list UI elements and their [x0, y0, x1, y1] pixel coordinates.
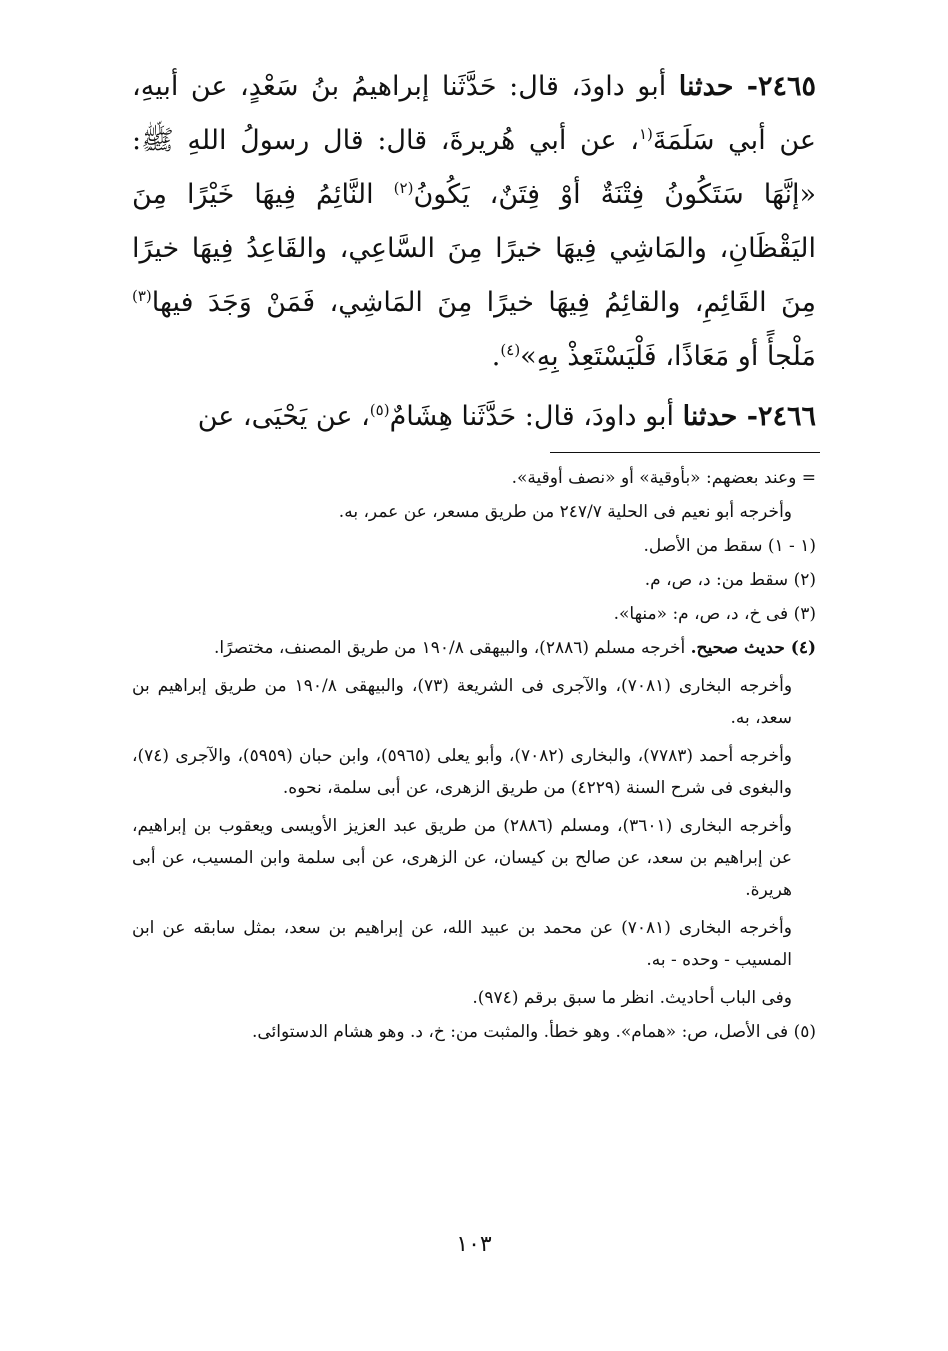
footnote-2: (٢) سقط من: د، ص، م. — [644, 570, 816, 590]
footnote-paragraph: وأخرجه أحمد (٧٧٨٣)، والبخارى (٧٠٨٢)، وأبو يعلى (٥٩٦٥)، وابن حبان (٥٩٥٩)، والآجرى (٧٤)، والبغوى فى شرح السنة (٤٢٢٩) من طريق الزهرى، عن أبى سلمة، نحوه. — [132, 746, 792, 798]
hadith-number: ٢٤٦٥- حدثنا — [678, 71, 817, 102]
footnote-marker: (١ — [638, 125, 653, 143]
hadith-text: مَلْجأً أو مَعَاذًا، فَلْيَسْتَعِذْ بِهِ» — [520, 341, 816, 372]
footnote-paragraph: وأخرجه البخارى (٣٦٠١)، ومسلم (٢٨٨٦) من طريق عبد العزيز الأويسى ويعقوب بن إبراهيم، عن إبراهيم بن سعد، عن صالح بن كيسان، عن الزهرى، عن أبى سلمة وابن المسيب، عن أبى هريرة. — [132, 816, 792, 900]
footnote-continuation: = وعند بعضهم: «بأوقية» أو «نصف أوقية». — [511, 468, 816, 488]
footnote-marker: (٢) — [393, 179, 414, 197]
hadith-2465 — [132, 60, 816, 384]
hadith-text: ، عن أبي هُريرةَ، قال: قال رسولُ اللهِ ﷺ: «إنَّهَا سَتَكُونُ فِتْنَةٌ أوْ فِتَنٌ، يَكُونُ — [132, 125, 816, 210]
hadith-text: أبو داودَ، قال: حَدَّثَنا هِشَامٌ — [389, 401, 683, 432]
hadith-number: ٢٤٦٦- حدثنا — [682, 401, 816, 432]
footnote-4-label: (٤) حديث صحيح. — [690, 638, 816, 658]
footnote-4 — [132, 632, 816, 664]
footnote-paragraph: وأخرجه البخارى (٧٠٨١)، والآجرى فى الشريعة (٧٣)، والبيهقى ١٩٠/٨ من طريق إبراهيم بن سعد، به. — [132, 676, 793, 728]
footnote-4-text: أخرجه مسلم (٢٨٨٦)، والبيهقى ١٩٠/٨ من طريق المصنف، مختصرًا. — [214, 638, 691, 658]
footnote-divider — [550, 452, 820, 453]
footnote-1: (١ - ١) سقط من الأصل. — [643, 536, 816, 556]
footnote-marker: (٣) — [132, 287, 152, 305]
footnotes — [132, 462, 816, 1054]
page-number: ١٠٣ — [456, 1232, 492, 1257]
footnote-marker: (٤) — [500, 341, 521, 359]
hadith-2466 — [132, 390, 816, 444]
hadith-text: أبو داودَ، قال: حَدَّثَنا إبراهيمُ بنُ سَعْدٍ، عن أبيهِ، عن أبي سَلَمَةَ — [132, 71, 816, 156]
footnote-paragraph: وأخرجه البخارى (٧٠٨١) عن محمد بن عبيد الله، عن إبراهيم بن سعد، بمثل سابقه عن ابن المسيب - وحده - به. — [132, 918, 792, 970]
hadith-text: ، عن يَحْيَى، عن — [197, 401, 370, 432]
footnote-marker: (٥) — [369, 401, 390, 419]
footnote-paragraph: وأخرجه أبو نعيم فى الحلية ٢٤٧/٧ من طريق مسعر، عن عمر، به. — [338, 502, 792, 522]
footnote-5: (٥) فى الأصل، ص: «همام». وهو خطأ. والمثبت من: خ، د. وهو هشام الدستوائى. — [251, 1022, 816, 1042]
footnote-paragraph: وفى الباب أحاديث. انظر ما سبق برقم (٩٧٤). — [472, 988, 792, 1008]
footnote-3: (٣) فى خ، د، ص، م: «منها». — [613, 604, 816, 624]
hadith-text: . — [491, 341, 501, 372]
hadith-text: النَّائِمُ فِيهَا خَيْرًا مِنَ اليَقْظَانِ، والمَاشِي فِيهَا خيرًا مِنَ السَّاعِي، والقَاعِدُ فِيهَا خيرًا مِنَ القَائِمِ، والقائِمُ فِيهَا خيرًا مِنَ المَاشِي، فَمَنْ وَجَدَ فيها — [132, 179, 816, 318]
main-text — [132, 60, 816, 444]
